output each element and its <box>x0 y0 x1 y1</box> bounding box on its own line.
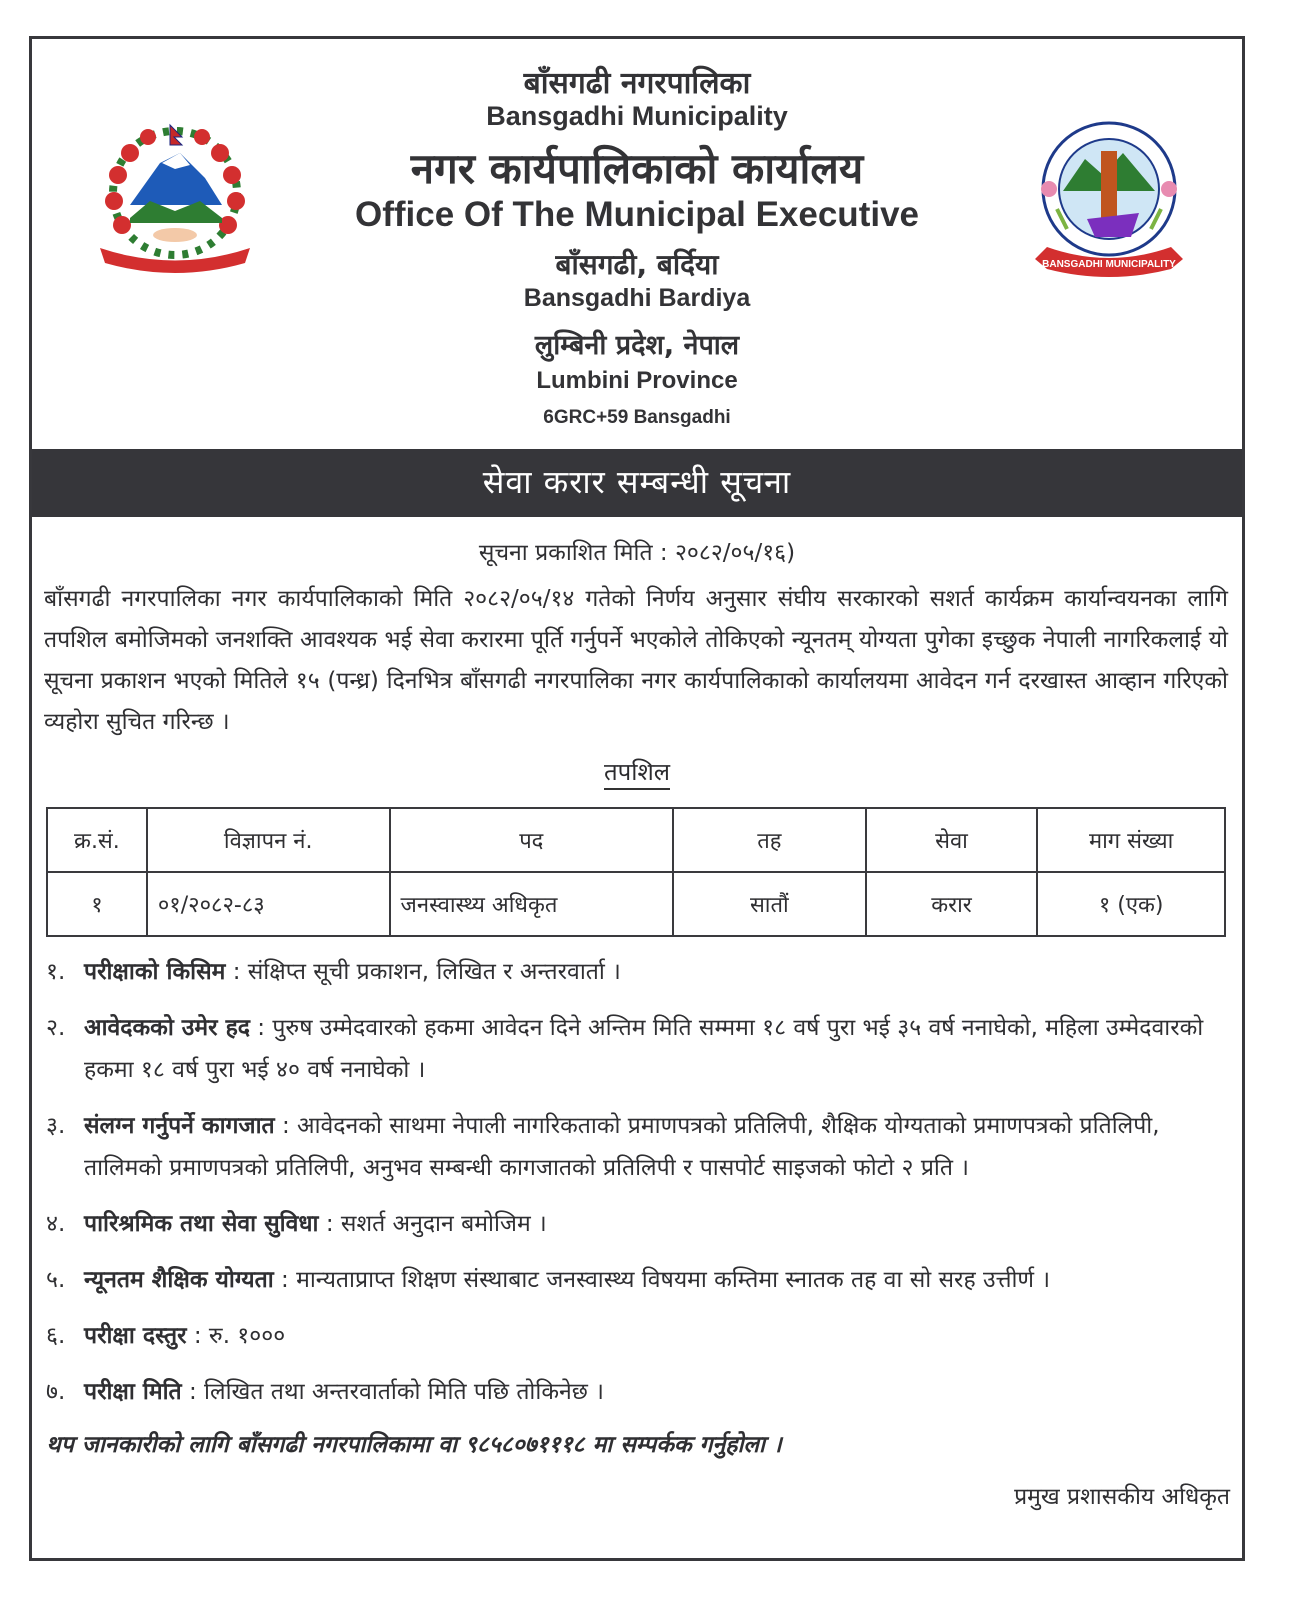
province-en: Lumbini Province <box>536 367 738 394</box>
col-demand: माग संख्या <box>1037 808 1225 872</box>
municipality-name-np: बाँसगढी नगरपालिका <box>523 66 751 101</box>
cell-demand: १ (एक) <box>1037 872 1225 936</box>
cell-service: करार <box>866 872 1038 936</box>
col-advert-no: विज्ञापन नं. <box>147 808 390 872</box>
cell-advert-no: ०१/२०८२-८३ <box>147 872 390 936</box>
municipality-name-en: Bansgadhi Municipality <box>486 101 788 131</box>
cell-level: सातौं <box>673 872 866 936</box>
contact-note: थप जानकारीको लागि बाँसगढी नगरपालिकामा वा ९८५८०७१११८ मा सम्पर्कक गर्नुहोला । <box>46 1432 782 1458</box>
cell-post: जनस्वास्थ्य अधिकृत <box>390 872 674 936</box>
list-item: ४. पारिश्रमिक तथा सेवा सुविधा : सशर्त अनुदान बमोजिम । <box>46 1211 547 1237</box>
requirements-list <box>46 951 1228 1427</box>
list-item: ७. परीक्षा मिति : लिखित तथा अन्तरवार्ताको मिति पछि तोकिनेछ । <box>46 1379 604 1405</box>
signature-title: प्रमुख प्रशासकीय अधिकृत <box>1014 1484 1230 1510</box>
notice-title-bar <box>32 449 1242 517</box>
details-heading: तपशिल <box>32 755 1242 788</box>
province-np: लुम्बिनी प्रदेश, नेपाल <box>534 330 740 361</box>
col-service: सेवा <box>866 808 1038 872</box>
published-date: सूचना प्रकाशित मिति : २०८२/०५/१६) <box>478 540 796 566</box>
table-header-row <box>47 808 1225 872</box>
list-item: ६. परीक्षा दस्तुर : रु. १००० <box>46 1323 286 1349</box>
col-serial: क्र.सं. <box>47 808 147 872</box>
list-item: १. परीक्षाको किसिम : संक्षिप्त सूची प्रकाशन, लिखित र अन्तरवार्ता । <box>46 959 621 985</box>
notice-frame <box>29 36 1245 1561</box>
list-item: २. आवेदकको उमेर हद : पुरुष उम्मेदवारको हकमा आवेदन दिने अन्तिम मिति सम्ममा १८ वर्ष पुरा भई ३५ वर्ष ननाघेको, महिला उम्मेदवारको हकमा १८ वर्ष पुरा भई ४० वर्ष ननाघेको । <box>46 1015 1204 1083</box>
list-item: ३. संलग्न गर्नुपर्ने कागजात : आवेदनको साथमा नेपाली नागरिकताको प्रमाणपत्रको प्रतिलिपी, शैक्षिक योग्यताको प्रमाणपत्रको प्रतिलिपी, तालिमको प्रमाणपत्रको प्रतिलिपी, अनुभव सम्बन्धी कागजातको प्रतिलिपी र पासपोर्ट साइजको फोटो २ प्रति । <box>46 1113 1160 1181</box>
list-item: ५. न्यूनतम शैक्षिक योग्यता : मान्यताप्राप्त शिक्षण संस्थाबाट जनस्वास्थ्य विषयमा कम्तिमा स्नातक तह वा सो सरह उत्तीर्ण । <box>46 1267 1051 1293</box>
municipality-logo-icon <box>1027 109 1192 289</box>
cell-serial: १ <box>47 872 147 936</box>
notice-body-paragraph: बाँसगढी नगरपालिका नगर कार्यपालिकाको मिति २०८२/०५/१४ गतेको निर्णय अनुसार संघीय सरकारको सशर्त कार्यक्रम कार्यान्वयनका लागि तपशिल बमोजिमको जनशक्ति आवश्यक भई सेवा करारमा पूर्ति गर्नुपर्ने भएकोले तोकिएको न्यूनतम् योग्यता पुगेका इच्छुक नेपाली नागरिकलाई यो सूचना प्रकाशन भएको मितिले १५ (पन्ध्र) दिनभित्र बाँसगढी नगरपालिका नगर कार्यपालिकाको कार्यालयमा आवेदन गर्न दरखास्त आव्हान गरिएको व्यहोरा सुचित गरिन्छ । <box>44 586 1228 735</box>
letterhead <box>32 39 1242 449</box>
plus-code: 6GRC+59 Bansgadhi <box>543 407 731 428</box>
office-name-np: नगर कार्यपालिकाको कार्यालय <box>410 144 864 193</box>
location-np: बाँसगढी, बर्दिया <box>555 248 719 281</box>
vacancy-table <box>46 807 1226 937</box>
svg-text:BANSGADHI MUNICIPALITY: BANSGADHI MUNICIPALITY <box>1042 259 1176 270</box>
location-en: Bansgadhi Bardiya <box>523 284 751 312</box>
notice-title: सेवा करार सम्बन्धी सूचना <box>482 463 792 501</box>
col-level: तह <box>673 808 866 872</box>
col-post: पद <box>390 808 674 872</box>
office-name-en: Office Of The Municipal Executive <box>354 195 920 234</box>
table-row <box>47 872 1225 936</box>
